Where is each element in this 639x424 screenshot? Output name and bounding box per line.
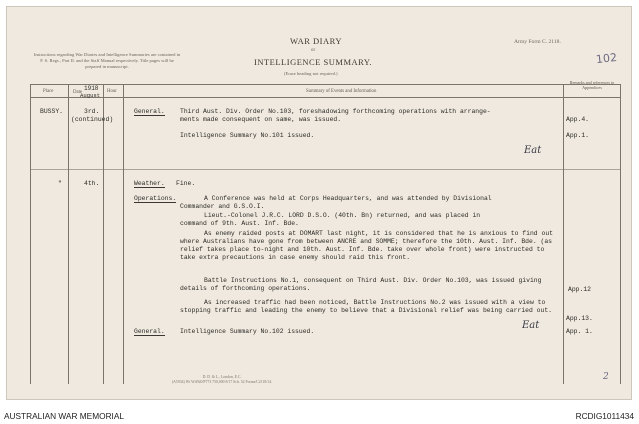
intel-summary-101: Intelligence Summary No.101 issued. — [180, 132, 315, 139]
entry-date-3rd: 3rd. — [84, 108, 100, 115]
title-intelligence-summary: INTELLIGENCE SUMMARY. — [254, 57, 373, 67]
weather-text: Fine. — [176, 180, 196, 187]
place-column-rule — [68, 84, 69, 384]
date-column-rule — [103, 84, 104, 384]
appendix-ref-13: App.13. — [566, 315, 593, 322]
erase-heading-note: (Erase heading not required.) — [284, 71, 338, 76]
archive-credit: AUSTRALIAN WAR MEMORIAL — [4, 411, 125, 421]
ops-conference-line1: A Conference was held at Corps Headquarters, and was attended by Divisional — [204, 195, 492, 202]
instructions-note: Instructions regarding War Diaries and Intelligence Summaries are contained in F. S. Regs., Part II. and the Staff Manual respectively. Title pages will be prepared in manuscript. — [33, 52, 181, 69]
column-header-summary: Summary of Events and Information — [306, 89, 377, 94]
entry-date-4th: 4th. — [84, 180, 100, 187]
initials-signature-1: Eat — [524, 145, 542, 156]
column-header-hour: Hour — [107, 89, 117, 94]
general-text-1: Third Aust. Div. Order No.103, foreshadowing forthcoming operations with arrange- — [180, 108, 491, 115]
column-header-place: Place — [43, 89, 54, 94]
appendix-ref-4: App.4. — [566, 116, 590, 123]
table-right-border — [620, 84, 621, 384]
entry-separator-rule — [30, 169, 620, 170]
margin-pencil-mark: 2 — [603, 372, 609, 382]
label-general-2: General. — [134, 328, 165, 335]
hour-column-rule — [123, 84, 124, 384]
ops-lord-line1: Lieut.-Colonel J.R.C. LORD D.S.O. (40th. Bn) returned, and was placed in — [204, 212, 481, 219]
initials-signature-2: Eat — [522, 320, 540, 331]
ops-battle-instructions-2: As increased traffic had been noticed, Battle Instructions No.2 was issued with a view to stopping traffic and leading the enemy to believe that a Divisional relief was being carried out. — [180, 299, 552, 314]
ops-lord-line2: command of 9th. Aust. Inf. Bde. — [180, 220, 299, 227]
table-left-border — [30, 84, 31, 384]
archive-reference: RCDIG1011434 — [575, 411, 634, 421]
title-war-diary: WAR DIARY — [290, 36, 342, 46]
column-header-remarks: Remarks and references to Appendices — [569, 80, 615, 90]
page-number: 102 — [595, 50, 618, 67]
table-header-rule — [30, 97, 620, 98]
ops-conference-line2: Commander and G.S.O.I. — [180, 203, 265, 210]
year-1918: 1918 — [84, 85, 99, 92]
general-text-1b: ments made consequent on same, was issued. — [180, 116, 342, 123]
ops-domart-paragraph: As enemy raided posts at DOMART last night, it is considered that he is anxious to find out where Australians have gone from between ANCRE and SOMME; therefore the 10th. Aust. Inf. Bde. (as relief takes place to-night and 10th. Aust. Inf. Bde. take over whole front) were instructed to take extra precautions in case enemy should raid this front. — [180, 230, 553, 261]
label-general-1: General. — [134, 108, 165, 115]
month-august: August — [80, 92, 101, 99]
label-weather: Weather. — [134, 180, 165, 187]
ditto-mark: " — [58, 180, 62, 187]
title-or: or — [311, 48, 316, 53]
summary-column-rule — [563, 84, 564, 384]
place-bussy: BUSSY. — [40, 108, 64, 115]
appendix-ref-1: App.1. — [566, 132, 590, 139]
intel-summary-102: Intelligence Summary No.102 issued. — [180, 328, 315, 335]
table-top-rule — [30, 84, 620, 85]
entry-date-continued: (continued) — [71, 116, 114, 123]
appendix-ref-12: App.12 — [568, 286, 592, 293]
appendix-ref-1b: App. 1. — [566, 328, 593, 335]
printer-imprint-line1: D. D. & L., London, E.C. — [202, 375, 242, 379]
printer-imprint-line2: (A5934) Wt W4920/P773 750,000 8/17 Sch. 52 Forms/C2118/14. — [171, 380, 273, 384]
form-number: Army Form C. 2118. — [514, 39, 561, 45]
column-header-date: Date — [73, 90, 83, 95]
label-operations: Operations. — [134, 195, 177, 202]
ops-battle-instructions-1: Battle Instructions No.1, consequent on Third Aust. Div. Order No.103, was issued giving details of forthcoming operations. — [180, 277, 542, 292]
